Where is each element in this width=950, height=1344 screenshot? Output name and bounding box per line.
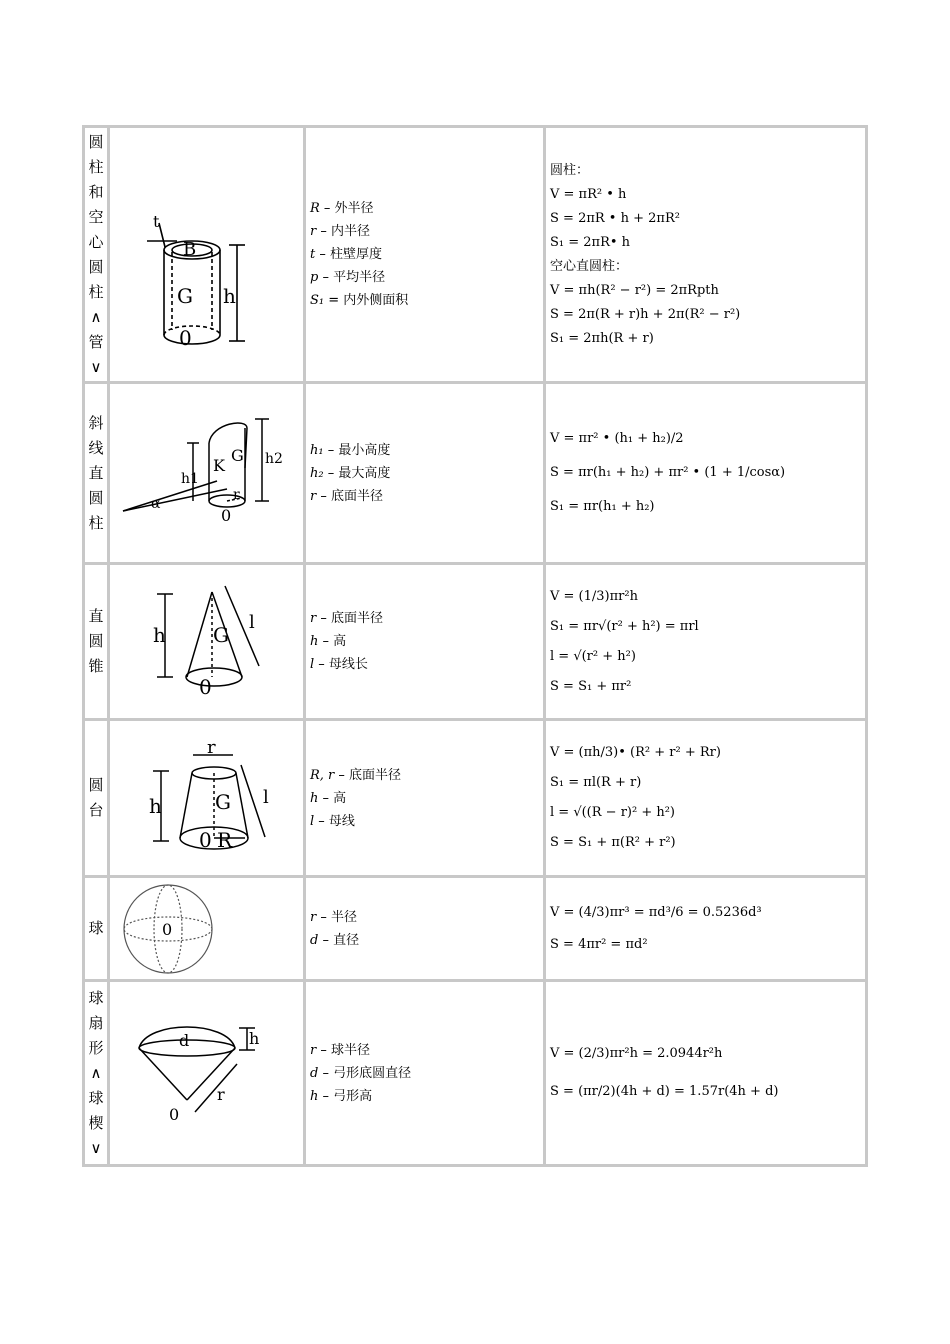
variable-symbol: p: [310, 270, 319, 285]
table-row: [85, 128, 865, 384]
formula-line: S = (πr/2)(4h + d) = 1.57r(4h + d): [550, 1084, 779, 1099]
formula-line: l = √(r² + h²): [550, 648, 636, 664]
variable-line: [310, 607, 543, 630]
figure-label: G: [214, 790, 231, 814]
figure-cell: [110, 982, 306, 1164]
shape-name-char: 柱: [88, 513, 104, 532]
variable-description: – 平均半径: [318, 270, 386, 285]
formula-line: V = πr² • (h₁ + h₂)/2: [550, 431, 684, 446]
variable-description: – 弓形高: [318, 1088, 373, 1104]
variable-symbol: d: [310, 932, 319, 948]
variable-description: – 内半径: [316, 224, 370, 239]
shape-name-char: 管: [88, 332, 104, 351]
shape-name-cell: [85, 128, 110, 381]
figure-label: R: [216, 828, 232, 852]
variable-symbol: R: [310, 201, 320, 216]
figure-label: K: [212, 456, 225, 475]
figure-label: 0: [220, 506, 231, 525]
variable-symbol: l: [310, 813, 315, 829]
figure-label: G: [212, 622, 229, 647]
shape-name-char: 球: [88, 919, 104, 937]
figure-label: r: [206, 737, 216, 758]
figure-cell: [110, 721, 306, 875]
variable-symbol: S₁: [310, 293, 325, 308]
figure-label: h: [152, 622, 166, 647]
figure-label: 0: [178, 325, 192, 350]
formula-line: S₁ = πr√(r² + h²) = πrl: [550, 618, 699, 634]
formula-line: S₁ = 2πh(R + r): [550, 330, 654, 346]
table-row: [85, 565, 865, 721]
formula-line: S₁ = πl(R + r): [550, 775, 642, 790]
variable-line: [310, 787, 543, 810]
shape-name-char: 形: [88, 1038, 104, 1057]
figure-label: l: [248, 611, 255, 633]
variable-description: – 最小高度: [323, 442, 391, 458]
formulas-cell: [546, 878, 865, 979]
shape-name-char: 和: [88, 182, 104, 201]
variable-line: [310, 289, 543, 312]
variable-description: – 母线长: [314, 657, 368, 672]
spherical-sector-icon: [117, 1008, 297, 1138]
formula-heading: 空心直圆柱：: [550, 258, 629, 274]
shape-name-cell: [85, 982, 110, 1164]
shape-name-char: 圆: [88, 257, 104, 276]
variable-symbol: r: [310, 1042, 317, 1058]
figure-cell: [110, 878, 306, 979]
formula-line: V = (πh/3)• (R² + r² + Rr): [550, 745, 721, 760]
figure-label: G: [176, 283, 193, 308]
variable-symbol: h: [310, 634, 319, 649]
frustum-icon: [117, 733, 297, 863]
formula-line: V = (1/3)πr²h: [550, 588, 638, 604]
variable-line: [310, 266, 543, 289]
figure-label: h: [248, 1029, 259, 1048]
shape-name-char: 线: [88, 438, 104, 457]
variable-description: – 最大高度: [323, 465, 391, 481]
variables-cell: [306, 565, 546, 718]
table-row: [85, 982, 865, 1164]
shape-name-char: 扇: [88, 1013, 104, 1032]
variables-cell: [306, 878, 546, 979]
variable-symbol: r: [310, 611, 317, 626]
variable-symbol: r: [310, 909, 317, 925]
formula-line: S = 2π(R + r)h + 2π(R² − r²): [550, 306, 741, 322]
variable-symbol: h₁: [310, 442, 324, 458]
variables-cell: [306, 384, 546, 562]
shape-name-char: 柱: [88, 157, 104, 176]
formulas-cell: [546, 128, 865, 381]
variable-line: [310, 243, 543, 266]
hollow-cylinder-icon: [117, 155, 297, 355]
formula-line: S₁ = 2πR• h: [550, 234, 631, 250]
figure-label: t: [152, 211, 159, 231]
formula-line: V = (4/3)πr³ = πd³/6 = 0.5236d³: [550, 904, 762, 920]
shape-name-char: 心: [88, 232, 104, 251]
figure-label: α: [150, 496, 160, 512]
shape-name-char: 球: [88, 988, 104, 1007]
shape-name-char: ∨: [90, 1138, 102, 1157]
variables-cell: [306, 721, 546, 875]
shape-name-char: 柱: [88, 282, 104, 301]
shape-name-char: 空: [88, 207, 104, 226]
variable-line: [310, 439, 543, 462]
variable-line: [310, 220, 543, 243]
formula-line: S₁ = πr(h₁ + h₂): [550, 499, 655, 514]
variables-cell: [306, 982, 546, 1164]
figure-label: 0: [168, 1105, 179, 1124]
variables-cell: [306, 128, 546, 381]
variable-description: – 高: [318, 634, 347, 649]
formulas-cell: [546, 982, 865, 1164]
oblique-cylinder-icon: [117, 403, 297, 543]
shape-name-cell: [85, 878, 110, 979]
formulas-cell: [546, 565, 865, 718]
variable-line: [310, 906, 543, 929]
variable-line: [310, 764, 543, 787]
variable-line: [310, 810, 543, 833]
variable-line: [310, 462, 543, 485]
formula-line: S = S₁ + π(R² + r²): [550, 835, 676, 850]
variable-symbol: h₂: [310, 465, 324, 481]
formula-line: S = 2πR • h + 2πR²: [550, 210, 680, 226]
variable-description: – 直径: [318, 932, 360, 948]
variable-description: – 弓形底圆直径: [318, 1065, 412, 1081]
shape-name-char: 直: [88, 463, 104, 482]
shape-name-cell: [85, 721, 110, 875]
shape-name-cell: [85, 565, 110, 718]
figure-label: 0: [162, 919, 173, 939]
variable-line: [310, 653, 543, 676]
shape-name-char: 球: [88, 1088, 104, 1107]
shape-name-char: 直: [88, 607, 104, 625]
shape-name-char: 圆: [88, 132, 104, 151]
figure-label: G: [230, 446, 244, 465]
variable-line: [310, 197, 543, 220]
formula-heading: 圆柱：: [550, 162, 590, 178]
variable-line: [310, 630, 543, 653]
figure-label: r: [216, 1085, 225, 1104]
variable-description: – 底面半径: [316, 488, 383, 504]
figure-label: h: [148, 794, 162, 818]
formula-line: V = πh(R² − r²) = 2πRpth: [550, 282, 719, 298]
formula-line: S = S₁ + πr²: [550, 678, 632, 694]
right-cone-icon: [117, 582, 297, 702]
shape-name-char: 斜: [88, 413, 104, 432]
variable-line: [310, 929, 543, 952]
formula-line: V = πR² • h: [550, 186, 627, 202]
shape-name-char: 锥: [88, 657, 104, 675]
variable-symbol: l: [310, 657, 315, 672]
variable-symbol: r: [310, 224, 317, 239]
shape-name-char: 圆: [88, 488, 104, 507]
variable-description: = 内外侧面积: [324, 293, 409, 308]
table-row: [85, 878, 865, 982]
shape-name-char: 圆: [88, 632, 104, 650]
variable-description: – 柱壁厚度: [315, 247, 382, 262]
shape-name-char: ∧: [90, 307, 102, 326]
variable-symbol: R, r: [310, 767, 335, 783]
variable-description: – 母线: [314, 813, 355, 829]
formulas-cell: [546, 384, 865, 562]
table-row: [85, 384, 865, 565]
variable-line: [310, 1062, 543, 1085]
figure-label: B: [182, 238, 196, 260]
figure-label: r: [232, 487, 240, 503]
formula-line: S = 4πr² = πd²: [550, 936, 648, 952]
formula-line: S = πr(h₁ + h₂) + πr² • (1 + 1/cosα): [550, 465, 786, 480]
figure-cell: [110, 565, 306, 718]
shape-name-char: ∧: [90, 1063, 102, 1082]
figure-label: l: [262, 787, 269, 808]
variable-symbol: d: [310, 1065, 319, 1081]
variable-symbol: r: [310, 488, 317, 504]
variable-description: – 半径: [316, 909, 357, 925]
shape-name-char: ∨: [90, 357, 102, 376]
formula-line: V = (2/3)πr²h = 2.0944r²h: [550, 1046, 723, 1061]
figure-label: 0: [198, 828, 212, 852]
variable-line: [310, 1039, 543, 1062]
formula-table: [82, 125, 868, 1167]
formulas-cell: [546, 721, 865, 875]
variable-line: [310, 1085, 543, 1108]
figure-cell: [110, 384, 306, 562]
variable-symbol: t: [310, 247, 316, 262]
formula-line: l = √((R − r)² + h²): [550, 805, 675, 820]
sphere-icon: [118, 881, 218, 977]
figure-cell: [110, 128, 306, 381]
variable-description: – 外半径: [319, 201, 374, 216]
shape-name-char: 圆: [88, 776, 104, 794]
figure-label: h2: [264, 451, 283, 467]
figure-label: 0: [198, 674, 212, 699]
variable-symbol: h: [310, 1088, 319, 1104]
table-row: [85, 721, 865, 878]
variable-line: [310, 485, 543, 508]
variable-description: – 底面半径: [334, 767, 402, 783]
shape-name-char: 楔: [88, 1113, 104, 1132]
shape-name-cell: [85, 384, 110, 562]
figure-label: d: [178, 1031, 189, 1050]
figure-label: h1: [180, 471, 199, 487]
variable-description: – 底面半径: [316, 611, 383, 626]
variable-description: – 球半径: [316, 1042, 370, 1058]
figure-label: h: [222, 283, 236, 308]
shape-name-char: 台: [88, 801, 104, 819]
variable-symbol: h: [310, 790, 319, 806]
variable-description: – 高: [318, 790, 347, 806]
